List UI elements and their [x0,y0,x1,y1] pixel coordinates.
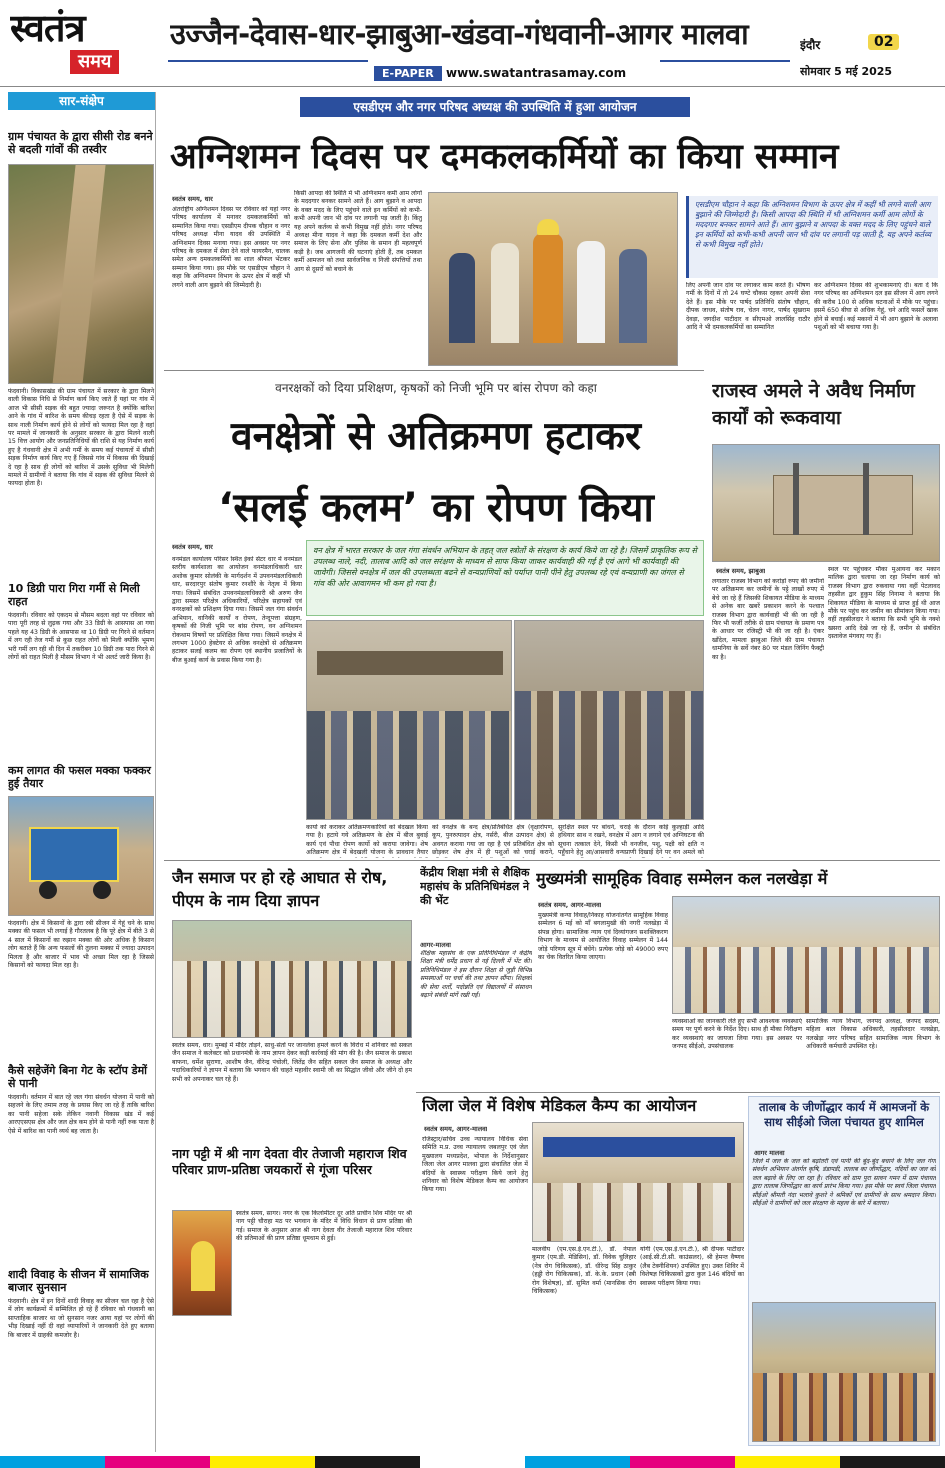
sidebar-column [8,92,156,1452]
forest-workshop-photo [306,620,512,820]
story2-col4: सुरक्षित स्थल पर बांधने, चराई के दौरान कोई कुल्हाड़ी आदि हथियार साथ न रखने, वनक्षेत्र में आग न लगाने एवं अग्निघटना की सूचना तत्काल देने, किसी भी वनजीव, पशु, पक्षी को क्षति न पहुँचाने हेतु आ/आसवारी वन्यप्राणी दिखाई देने पर वन अमले को [558,824,704,857]
memorandum-photo [172,920,412,1038]
story2-col3: को वनक्षेत्र के बन्द क्षेत्र/प्रतिबंधित क्षेत्र (वृक्षारोपण, कूप, पुनरुत्पादन क्षेत्र, नर्सरी, बीज उत्पादन क्षेत्र) से अवगत कराया गया जा रहा है एवं प्रतिबंधित क्षेत्र को छोड़कर शेष क्षेत्र में ही पशुओं को चराई कराने, [432,824,554,857]
story1-col2: किसी आपदा की स्थिति में भी अग्निशमन कर्मी आम लोगों के मददगार बनकर सामने आते हैं। आग बुझाने व आपदा के वक्त मदद के लिए पहुंचने वाले इन कर्मियों को कभी-कभी अपनी जान भी दांव पर लगानी पड़ जाती है। किंतु यह अपने कर्तव्य से कभी विमुख नहीं होते। नगर परिषद अध्यक्ष मीना यादव ने कहा कि दमकल कर्मी देश और समाज के लिए सेना और पुलिस के समान ही महत्वपूर्ण कड़ी है। जब आगजनी की घटनाएं होती हैं, तब दमकल कर्मी आमजन को तथा सार्वजनिक व निजी संपत्तियों तथा आग से दूसरों को बचाने के [294,190,422,273]
city-name: इंदौर [800,38,821,52]
sidebar-title: सार-संक्षेप [8,92,155,110]
story3-byline: स्वतंत्र समय, झाबुआ [716,567,766,575]
page-number: 02 [868,34,899,50]
story1-kicker: एसडीएम और नगर परिषद अध्यक्ष की उपस्थिति में हुआ आयोजन [300,97,690,117]
website-link[interactable]: www.swatantrasamay.com [446,66,627,80]
sidebar-headline-2[interactable]: 10 डिग्री पारा गिरा गर्मी से मिली राहत [8,582,140,608]
sidebar-text-4: फंदवानी। वर्तमान में बात रहे जल गंगा संवर्धन योजना में पानी को सहजने के लिए तमाम तरह के प्रयास किए जा रहे हैं ताकि बारिश का पानी सहेजा सके लेकिन नवानी विकास खंड में कई आरएएसएस क्षेत्र और जल क्षेत्र कम होने से पानी नहीं रुक पाता है ऐसे में बारिश का पानी व्यर्थ बह जाता है। [8,1094,154,1135]
story8-headline[interactable]: जिला जेल में विशेष मेडिकल कैम्प का आयोजन [422,1096,697,1115]
story7-col3: सामाजिक न्याय विभाग, जनपद अध्यक्ष, जनपद सदस्य, महिला बाल विकास अधिकारी, तहसीलदार नलखेड़ा, नलखेड़ा नगर परिषद सहित सामाजिक न्याय विभाग के अधिकारी कर्मचारी उपस्थित रहे। [806,1018,940,1051]
story3-col1: लगातार राजस्व विभाग को करोड़ों रुपए की जमीनों पर अतिक्रमण कर जमीनों के पट्टे लाखों रुपए में बेचे जा रहे हैं जिसकी शिकायत मीडिया के माध्यम से अनेक बार खबरें प्रकाशन करने के पश्चात राजस्व विभाग द्वारा कार्यवाही भी की जा रही है फिर भी फर्जी तरीके से ग्राम पंचायत के प्रमाण पत्र के आधार पर रजिस्ट्री भी की जा रही है। एंकर खाँदेल, मामला झाबुआ जिले की ग्राम पंचायत धामनिया के सर्वे नंबर 80 पर मंडल जिनिंग फैक्ट्री का है। [712,578,824,661]
story1-headline[interactable]: अग्निशमन दिवस पर दमकलकर्मियों का किया सम्मान [170,137,839,177]
story2-kicker: वनरक्षकों को दिया प्रशिक्षण, कृषकों को निजी भूमि पर बांस रोपण को कहा [275,381,597,395]
sidebar-headline-3[interactable]: कम लागत की फसल मक्का फक्कर हुई तैयार [8,764,151,790]
mid-divider [164,860,940,861]
story6-text: शैक्षिक महासंघ के एक प्रतिनिधिमंडल ने केंद्रीय शिक्षा मंत्री धर्मेंद्र प्रधान से नई दिल्ली में भेंट की। प्रतिनिधिमंडल ने इस दौरान शिक्षा से जुड़ी विभिन्न समस्याओं पर चर्चा की तथा ज्ञापन सौंपा। शिक्षकों की सेवा शर्तों, पदोन्नति एवं विद्यालयों में संसाधन बढ़ाने संबंधी मांगें रखी गईं। [420,950,532,1000]
story2-headline-2[interactable]: ‘सलई कलम’ का रोपण किया [218,485,654,531]
village-road-photo [8,164,154,384]
story2-headline-1[interactable]: वनक्षेत्रों से अतिक्रमण हटाकर [231,414,641,459]
story5-headline[interactable]: नाग पट्टी में श्री नाग देवता वीर तेजाजी महाराज शिव परिवार प्राण-प्रतिष्ठा जयकारों से गूंजा परिसर [172,1146,407,1177]
story4-text: स्वतंत्र समय, धार। मुम्बई में मंदिर तोड़ने, साधु-संतों पर जानलेवा हमले करने के विरोध में शनिवार को सकल जैन समाज ने कलेक्टर को प्रधानमंत्री के नाम ज्ञापन देकर कड़ी कार्रवाई की मांग की है। जैन समाज के प्रकाश बाफना, धर्मेश सुराणा, आशीष जैन, वीरेन्द्र पंचोली, जितेंद्र जैन सहित सकल जैन समाज के अध्यक्ष और पदाधिकारियों ने ज्ञापन में बताया कि भगवान की चाहते महावीर स्वामी जी का सिद्धांत जीवो और जीने दो हम सभी को अपनाकर चल रहे हैं। [172,1042,412,1083]
newspaper-logo[interactable] [10,6,160,86]
story5-text-cont [172,1320,412,1446]
city-page-box [800,34,940,60]
wedding-venue-photo [672,896,940,1014]
story2-quote: वन क्षेत्र में भारत सरकार के जल गंगा संवर्धन अभियान के तहत् जल स्त्रोतों के संरक्षण के कार्य किये जा रहे है। जिसमें प्राकृतिक रूप से उपलब्ध नाले, नदी, तालाब आदि को जल सरंक्षण के माध्यम से साफ किया जाकर कार्यवाही की गई है एवं आगे भी कार्यवाही की जावेगी। जिससे वनक्षेत्र में जल की उपलब्धता बढने से वन्यप्राणियों को पर्याप्त पानी पीने हेतु उपलब्ध रहे एवं वन्यप्राणी का जंगल से गांव की ओर आवागमन भी कम हो गया है। [306,540,704,616]
sidebar-text-1: फंदवानी। विकासखंड की ग्राम पंचायत में सरकार के द्वारा मिलने वाली विकास निधि से निर्माण कार्य किए जाते हैं यहां पर गांव में आज भी सीसी सड़क की बहुत ज्यादा जरूरत है क्योंकि बारिश आने के गांव में बारिश के समय कीचड़ रहता है ऐसे में सड़क के साथ नाली निर्माण कार्य होने से लोगों को फायदा मिल रहा है वहां पर मामले में जानकारी के अनुसार सरकार के द्वारा मिलने वाली 15 वित्त आयोग और जनप्रतिनिधियों की राशि से यह निर्माण कार्य हुए है गंधवानी क्षेत्र में अभी गर्मी के समय कई पंचायतों में सीसी सड़क निर्माण कार्य किए गए हैं जिससे गांव में विकास की दिखाई दे रहा है साथ ही लोगों को बारिश में उसके सुविधा भी मिलेगी मामले में ग्रामीणों ने बताया कि गांव में सड़क की सुविधा मिलने से फायदा होता है। [8,388,154,488]
temple-idol-photo [172,1210,232,1316]
story7-col2: व्यवस्थाओं का जानकारी लेते हुए सभी आवश्यक व्यवस्थाएं समय पर पूर्ण करने के निर्देश दिए। साथ ही मौका निरीक्षण कर व्यवस्थाएं का जायजा लिया गया। इस अवसर पर जनपद सीईओ, उपसंचालक [672,1018,802,1051]
story5-text: स्वतंत्र समय, सागर। नगर के एक किलोमीटर दूर अति प्राचीन शिव मंदिर पर श्री नाग पट्टी चौराहा मठ पर भगवान के मंदिर में विधि विधान से प्राण प्रतिष्ठा की गई। समाज के अनुसार आज श्री नाग देवता वीर तेजाजी महाराज शिव परिवार की प्रतिमाओं की प्राण प्रतिष्ठा धूमधाम से हुई। [236,1210,412,1243]
masthead-rule-left [168,60,368,62]
sidebar-text-2: फंदवानी। रविवार को एकदम से मौसम बदला वहां पर रविवार को पारा पूरी तरह से लुढ़क गया और 33 डिग्री के आसपास आ गया पहले यह 43 डिग्री के आसपास था 10 डिग्री पर गिरने से वर्तमान में लग रही तेज गर्मी से कुछ राहत लोगों को मिली क्योंकि भूमण भरी गर्मी लग रही थी दिन में तकरीबन 10 डिग्री तक पारा गिरने से लोगों को राहत मिली है मौसम विभाग ने भी अलर्ट जारी किया है। [8,612,154,662]
epaper-badge: E-PAPER [374,66,442,81]
story1-col3: लिए अपनी जान दांव पर लगाकर काम करते हैं। भीषण गर्मी के दिनों में तो 24 घण्टे चौकस रहकर अपनी सेवा देते हैं। इस मौके पर पार्षद प्रतिनिधि संतोष चौहान, दीपक जाधव, संतोष राव, चेतन नागर, पार्षद सुखराम देवड़ा, जगदीश पाटीदार व सीएमओ लालसिंह राठौर आदि ने भी दमकलकर्मियों का सम्मानित [686,282,810,332]
issue-date: सोमवार 5 मई 2025 [800,65,893,78]
medical-camp-photo [532,1122,744,1242]
story9-byline: आगर मालवा [754,1149,785,1157]
training-session-photo [514,620,704,820]
region-title: उज्जैन-देवास-धार-झाबुआ-खंडवा-गंधवानी-आगर मालवा [170,17,749,51]
maize-harvest-photo [8,796,154,916]
lower-divider [416,1092,940,1093]
story2-byline: स्वतंत्र समय, धार [172,543,213,551]
story1-divider [164,370,704,371]
sidebar-headline-5[interactable]: शादी विवाह के सीजन में सामाजिक बाजार सुनसान [8,1268,149,1294]
story8-col3: योगी (एम.एस.ई.एन.टी.), श्री दीपक पाटीदार (आई.सी.टी.सी. काउंसलर), श्री हेमन्त वैष्णव (लैब टेक्नीशियन) उपस्थित हुए। उक्त शिविर में विशेषज्ञ चिकित्सकों द्वारा कुल 146 बंदियों का स्वास्थ्य परीक्षण किया गया। [640,1246,744,1287]
story6-headline[interactable]: केंद्रीय शिक्षा मंत्री से शैक्षिक महासंघ के प्रतिनिधिमंडल ने की भेंट [420,866,530,907]
story8-byline: स्वतंत्र समय, आगर-मालवा [424,1125,488,1133]
story8-col1: रजिस्ट्रार/सचिव उच्च न्यायालय विधिक सेवा समिति म.प्र. उच्च न्यायालय जबलपुर एवं जेल मुख्यालय मध्यप्रदेश, भोपाल के निर्देशानुसार जिला जेल आगर मालवा द्वारा संचालित जेल में बंदियों के स्वास्थ्य परीक्षण किये जाने हेतु शनिवार को विशेष मेडिकल कैम्प का आयोजन किया गया। [422,1136,528,1194]
firefighter-honour-photo [428,192,678,366]
story9-text: जिले में जल के जल को बढ़ोतरी एवं पानी की बूंद-बूंद बचाने के लिए जल गंगा संवर्धन अभियान अंतर्गत कृषि, डंडापडी, तालाब का जीर्णोद्धार, नदियों का जल को जल बढ़ावे के लिए जा रहा है। रविवार को ग्राम पुरा सावन गमन में ग्राम पंचायत द्वारा तालाब जिर्णोद्धार का कार्य प्रारंभ किया गया। इस मौके पर स्वयं जिला पंचायत सीईओ श्रीमती नंदा भलावे कुशरे ने श्रमिकों एवं ग्रामीणों के साथ श्रमदान किया। सीईओ ने ग्रामीणों को जल संरक्षण के महत्व के बारे में बताया। [752,1158,936,1208]
story2-col1: वनमंडल कार्यालय परिसर स्थित ईको सेंटर धार में वनमंडल स्तरीय कार्यशाला का आयोजन वनमंडलाधिकारी धार अशोक कुमार सोलंकी के मार्गदर्शन में उपवनमंडलाधिकारी धार, सरदारपुर संतोष कुमार रनशौरे के नेतृत्व में किया गया। जिसमें संबंधित उपवनमंडलाधिकारी श्री अरुण जैन द्वारा समस्त परिक्षेत्र अधिकारियों, परिक्षेत्र सहायकों एवं वनरक्षकों को प्रशिक्षण दिया गया। जिसमें जल गंगा संवर्धन अभियान, वानिकी कार्यों व रोपण, तेन्दूपत्ता संग्रहण, कृषकों की निजी भूमि पर बांस रोपण, वन अग्निशमन रोकथाम विषयों पर प्रशिक्षित किया गया। जिसमें वनक्षेत्र में लगभग 1000 हेक्टेयर से अधिक वनक्षेत्रों से अतिक्रमण हटाकर सलई कलम का रोपण एवं स्थानीय प्रजातियों के बीज बुआई कार्य के प्रवास किया गया है। [172,556,302,664]
story3-col2: स्थल पर पहुंचकर मौका मुआयना कर मकान मालिक द्वारा चलाया जा रहा निर्माण कार्य को राजस्व विभाग द्वारा रुकवाया गया वहीं पेटलावद तहसील द्वार हुकुम सिंह निनामा ने बताया कि शिकायत मीडिया के माध्यम से प्राप्त हुई थी आज मौके पर पहुंच कर जमीन का सीमांकन किया गया। वहीं तहसीलदार ने बताया कि सभी भूमि के नक्शे खसरा आदि देखे जा रहे हैं, जमीन से संबंधित दस्तावेज मंगवाए गए हैं। [828,566,940,641]
story9-headline[interactable]: तालाब के जीर्णोद्धार कार्य में आमजनों के साथ सीईओ जिला पंचायत हुए शामिल [758,1100,930,1129]
print-color-bar [0,1456,945,1468]
story4-headline[interactable]: जैन समाज पर हो रहे आघात से रोष, पीएम के नाम दिया ज्ञापन [172,868,388,910]
story1-quote: एसडीएम चौहान ने कहा कि अग्निशमन विभाग के ऊपर क्षेत्र में कहीं भी लगने वाली आग बुझाने की जिम्मेदारी है। किसी आपदा की स्थिति में भी अग्निशमन कर्मी आम लोगों के मददगार बनकर सामने आते हैं। आग बुझाने व आपदा के वक्त मदद के लिए पहुंचने वाले इन कर्मियों को कभी-कभी अपनी जान भी दांव पर लगानी पड़ जाती है, यह अपने कर्तव्य से कभी विमुख नहीं होते। [686,196,938,278]
story3-headline[interactable]: राजस्व अमले ने अवैध निर्माण कार्यों को रूकवाया [712,380,915,429]
masthead-divider [0,86,945,87]
sidebar-headline-4[interactable]: कैसे सहेजेंगे बिना गेट के स्टॉप डेमों से पानी [8,1064,147,1090]
pond-work-photo [752,1302,936,1442]
sidebar-headline-1[interactable]: ग्राम पंचायत के द्वारा सीसी रोड बनने से बदली गांवों की तस्वीर [8,130,153,156]
logo-bottom-text: समय [70,50,119,74]
story1-col4: कर अग्निशमन दिवस की शुभकामनाएं दी। बता दें कि नगर परिषद का अग्निशमन दल इस सीजन में आग लगने की करीब 100 से अधिक घटनाओं में मौके पर पहुंचा। इसमें 650 बीघा से अधिक गेहूं, चने आदि फसलें खाक होने से बचाईं। कई मकानों में भी आग बुझाने के अलावा पशुओं को भी बचाया गया है। [814,282,938,332]
sidebar-text-3: फंदवानी। क्षेत्र में किसानों के द्वारा रबी सीजन में गेहूं चने के साथ मक्का की फसल भी लगाई है गौरतलब है कि पूरे क्षेत्र में बीते 3 से 4 साल में किसानों का रुझान मक्का की ओर अधिक है किसान लोग बताते हैं कि अन्य फसलों की तुलना मक्का में ज्यादा उत्पादन मिलता है और बाजार में भाव भी अच्छा मिल रहा है जिससे किसानों को फायदा मिल रहा है। [8,920,154,970]
story2-col2: कार्यो को कराकर अतिक्रमणकारियों को बेदखल किया गया है। हटाये गये अतिक्रमण के क्षेत्र में बीज बुवाई कार्य एवं पौधा रोपण कार्यो को कराया जावेगा। शेष अतिक्रमण क्षेत्र में बेदखली योजना के प्रावधान तैयार [306,824,428,857]
masthead-rule-right [660,60,790,62]
story8-col2: मालवीय (एम.एस.ई.एन.टी.), डॉ. नेपाल कुमार (एम.डी. मेडिसिन), डॉ. विवेक चुलिहार (नेत्र रोग चिकित्सक), डॉ. धीरेन्द्र सिंह ठाकुर (हड्डी रोग चिकित्सक), डॉ. के.के. प्रधान (स्त्री रोग विशेषज्ञ), डॉ. सुमित वर्मा (मानसिक रोग चिकित्सक) [532,1246,636,1296]
logo-top-text: स्वतंत्र [10,6,85,50]
story6-byline: आगर-मालवा [420,941,451,949]
sidebar-text-5: फंदवानी। क्षेत्र में इन दिनों शादी विवाह का सीजन चल रहा है ऐसे में लोग कार्यक्रमों में सम्मिलित हो रहे हैं रविवार को गंधवानी का साप्ताहिक बाजार था जो सुनसान नजर आया यहां पर लोगों की भीड़ दिखाई नहीं दी वहां व्यापारियों ने जानकारी देते हुए बताया कि बाजार में ग्राहकी कमजोर है। [8,1298,154,1339]
illegal-construction-photo [712,444,940,562]
story1-col1: अंतर्राष्ट्रीय अग्निशमन दिवस पर रविवार को यहां नगर परिषद कार्यालय में मनावर दमकलकर्मियों को सम्मानित किया गया। एसडीएम दीपक चौहान व नगर परिषद अध्यक्ष मीना यादव की उपस्थिति में अग्निशमन दिवस मनाया गया। इस अवसर पर नगर परिषद के दमकल में सेवा देने वाले फायरमैन, चालक समेत अन्य दमकलकर्मियों का शाल श्रीफल भेंटकर सम्मान किया गया। इस मौके पर एसडीएम चौहान ने कहा कि अग्निशमन विभाग के ऊपर क्षेत्र में कहीं भी लगने वाली आग बुझाने की जिम्मेदारी है। [172,206,290,289]
story1-byline: स्वतंत्र समय, धार [172,195,213,203]
story7-byline: स्वतंत्र समय, आगर-मालवा [538,901,602,909]
story7-headline[interactable]: मुख्यमंत्री सामूहिक विवाह सम्मेलन कल नलखेड़ा में [536,869,828,888]
story7-col1: मुख्यमंत्री कन्या विवाह/निकाह योजनांतर्गत सामूहिक विवाह सम्मेलन 6 मई को माँ बगलामुखी की नगरी नलखेड़ा में संपन्न होगा। सामाजिक न्याय एवं दिव्यांगजन सशक्तिकरण विभाग के माध्यम से आयोजित विवाह सम्मेलन में 144 जोड़े परिणय सूत्र में बंधेंगे। प्रत्येक जोड़े को 49000 रुपए का चेक वितरित किया जाएगा। [538,912,668,962]
